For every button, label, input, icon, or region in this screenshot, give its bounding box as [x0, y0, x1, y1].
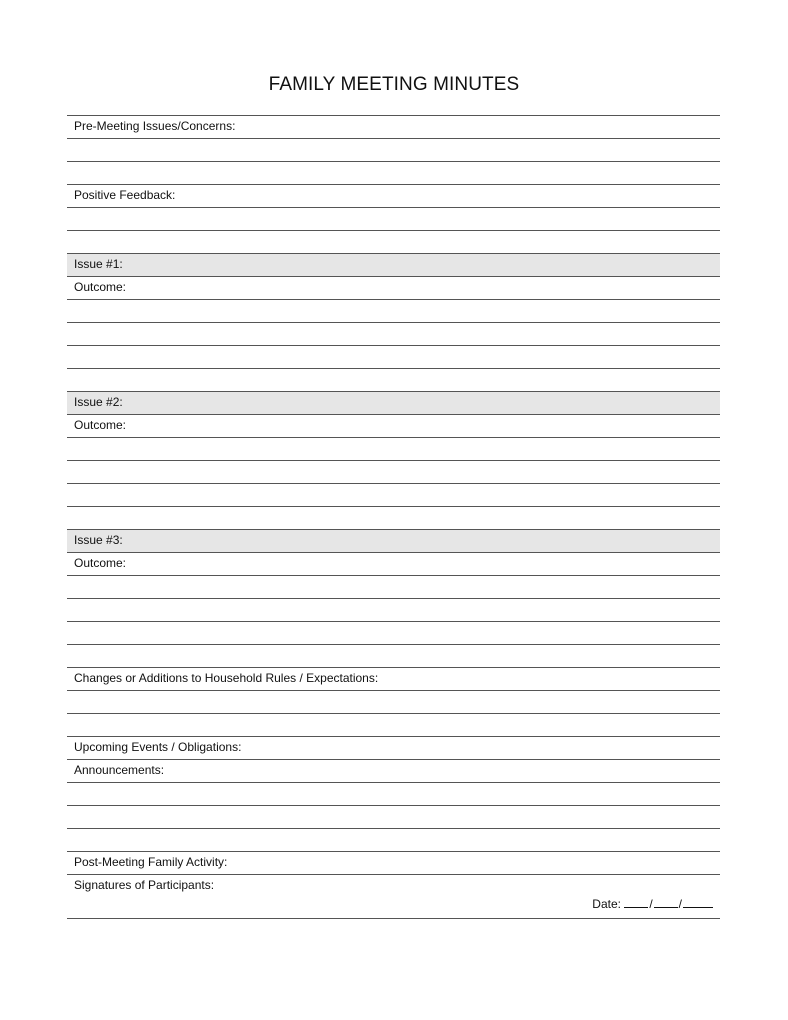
blank-line[interactable] — [67, 231, 720, 254]
date-label: Date: — [592, 897, 621, 911]
issue-2-row[interactable] — [67, 392, 720, 415]
outcome-2-row[interactable] — [67, 415, 720, 438]
blank-line[interactable] — [67, 139, 720, 162]
blank-line[interactable] — [67, 599, 720, 622]
date-field[interactable] — [592, 896, 713, 911]
blank-line[interactable] — [67, 323, 720, 346]
announcements-label: Announcements: — [74, 763, 165, 777]
pre-meeting-row[interactable] — [67, 116, 720, 139]
announcements-row[interactable] — [67, 760, 720, 783]
positive-feedback-row[interactable] — [67, 185, 720, 208]
upcoming-events-row[interactable] — [67, 737, 720, 760]
blank-line[interactable] — [67, 346, 720, 369]
page-title: FAMILY MEETING MINUTES — [268, 74, 520, 95]
blank-line[interactable] — [67, 622, 720, 645]
issue-1-row[interactable] — [67, 254, 720, 277]
outcome-3-row[interactable] — [67, 553, 720, 576]
positive-feedback-label: Positive Feedback: — [74, 188, 176, 202]
outcome-1-row[interactable] — [67, 277, 720, 300]
blank-line[interactable] — [67, 645, 720, 668]
date-month-blank[interactable] — [624, 896, 648, 908]
blank-line[interactable] — [67, 484, 720, 507]
blank-line[interactable] — [67, 691, 720, 714]
issue-2-label: Issue #2: — [74, 395, 123, 409]
blank-line[interactable] — [67, 576, 720, 599]
outcome-2-label: Outcome: — [74, 418, 127, 432]
post-meeting-activity-row[interactable] — [67, 852, 720, 875]
issue-3-row[interactable] — [67, 530, 720, 553]
date-separator: / — [649, 897, 653, 911]
outcome-3-label: Outcome: — [74, 556, 127, 570]
blank-line[interactable] — [67, 507, 720, 530]
issue-1-label: Issue #1: — [74, 257, 123, 271]
blank-line[interactable] — [67, 162, 720, 185]
household-rules-label: Changes or Additions to Household Rules / Expectations: — [74, 671, 379, 685]
upcoming-events-label: Upcoming Events / Obligations: — [74, 740, 242, 754]
blank-line[interactable] — [67, 714, 720, 737]
date-day-blank[interactable] — [654, 896, 678, 908]
date-year-blank[interactable] — [683, 896, 713, 908]
blank-line[interactable] — [67, 369, 720, 392]
blank-line[interactable] — [67, 461, 720, 484]
minutes-form — [67, 115, 720, 919]
blank-line[interactable] — [67, 783, 720, 806]
pre-meeting-label: Pre-Meeting Issues/Concerns: — [74, 119, 236, 133]
signatures-label: Signatures of Participants: — [74, 878, 215, 892]
blank-line[interactable] — [67, 300, 720, 323]
post-meeting-activity-label: Post-Meeting Family Activity: — [74, 855, 228, 869]
blank-line[interactable] — [67, 438, 720, 461]
outcome-1-label: Outcome: — [74, 280, 127, 294]
blank-line[interactable] — [67, 208, 720, 231]
issue-3-label: Issue #3: — [74, 533, 123, 547]
signatures-row[interactable] — [67, 875, 720, 919]
blank-line[interactable] — [67, 829, 720, 852]
date-separator: / — [678, 897, 682, 911]
household-rules-row[interactable] — [67, 668, 720, 691]
blank-line[interactable] — [67, 806, 720, 829]
